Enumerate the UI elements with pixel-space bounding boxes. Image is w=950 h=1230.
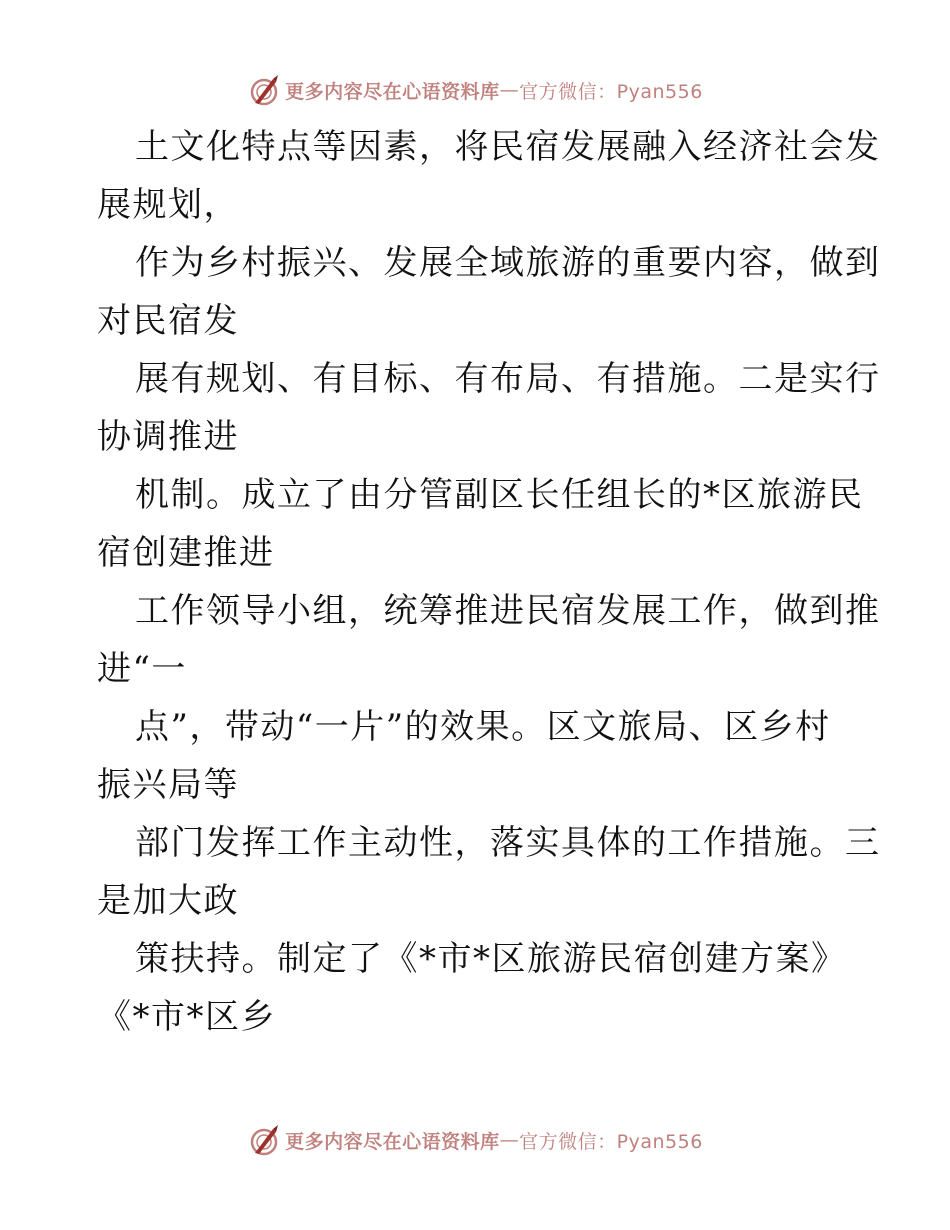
quill-pen-logo-icon bbox=[247, 1123, 281, 1157]
text-line: 展有规划、有目标、有布局、有措施。二是实行 bbox=[135, 359, 881, 399]
text-line: 协调推进 bbox=[97, 417, 239, 457]
text-line: 部门发挥工作主动性，落实具体的工作措施。三 bbox=[135, 823, 881, 863]
text-line: 是加大政 bbox=[97, 881, 239, 921]
body-paragraph bbox=[97, 118, 881, 1046]
watermark-brand: 更多内容尽在心语资料库 bbox=[285, 1130, 500, 1153]
text-line: 对民宿发 bbox=[97, 301, 239, 341]
text-line: 策扶持。制定了《*市*区旅游民宿创建方案》 bbox=[135, 939, 847, 979]
text-line: 土文化特点等因素，将民宿发展融入经济社会发 bbox=[135, 127, 881, 167]
watermark-separator: — bbox=[499, 79, 520, 101]
watermark-brand: 更多内容尽在心语资料库 bbox=[285, 80, 500, 103]
text-line: 宿创建推进 bbox=[97, 533, 275, 573]
text-line: 机制。成立了由分管副区长任组长的*区旅游民 bbox=[135, 475, 864, 515]
footer-watermark bbox=[0, 1120, 950, 1160]
watermark-contact: 官方微信：Pyan556 bbox=[519, 80, 703, 103]
text-line: 展规划， bbox=[97, 185, 239, 225]
text-line: 《*市*区乡 bbox=[97, 997, 276, 1037]
quill-pen-logo-icon bbox=[247, 73, 281, 107]
text-line: 振兴局等 bbox=[97, 765, 239, 805]
text-line: 工作领导小组，统筹推进民宿发展工作，做到推 bbox=[135, 591, 881, 631]
text-line: 进“一 bbox=[97, 649, 187, 689]
text-line: 点”，带动“一片”的效果。区文旅局、区乡村 bbox=[135, 707, 831, 747]
header-watermark bbox=[0, 70, 950, 110]
text-line: 作为乡村振兴、发展全域旅游的重要内容，做到 bbox=[135, 243, 881, 283]
watermark-separator: — bbox=[499, 1129, 520, 1151]
watermark-contact: 官方微信：Pyan556 bbox=[519, 1130, 703, 1153]
